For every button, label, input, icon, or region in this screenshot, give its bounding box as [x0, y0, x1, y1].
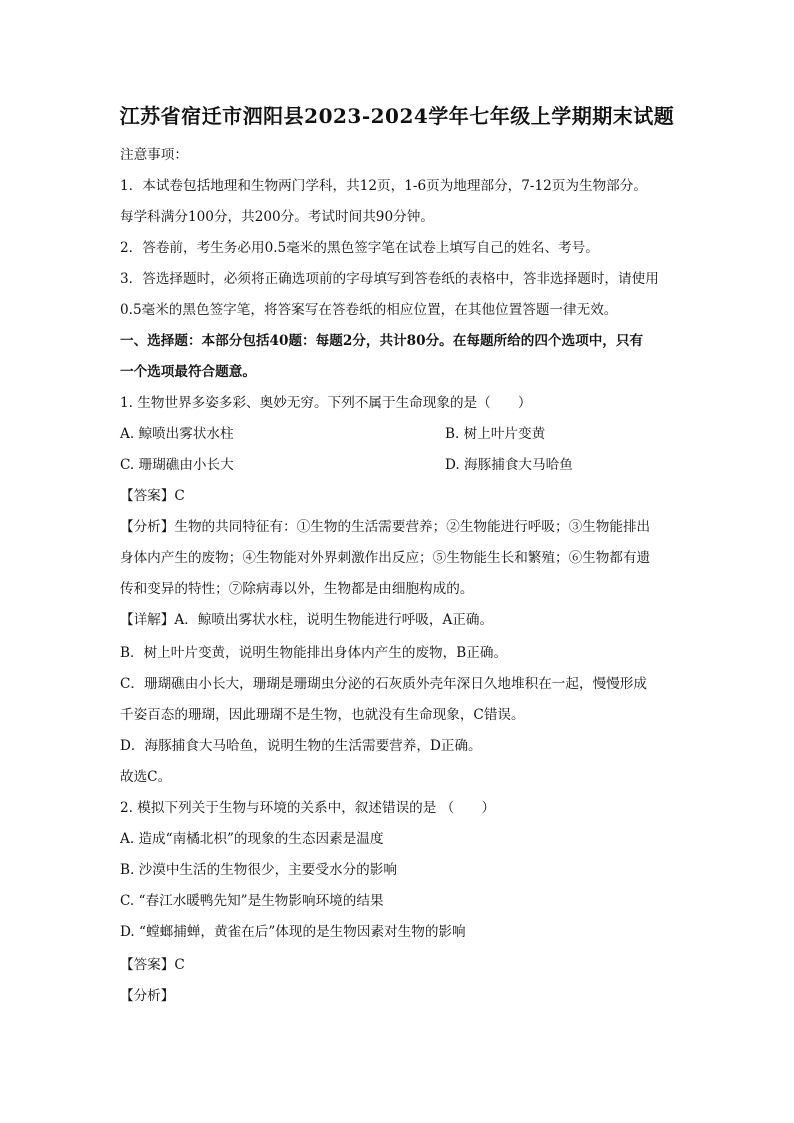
question-2-option-c: C. “春江水暖鸭先知”是生物影响环境的结果	[120, 893, 384, 909]
question-1-option-b: B. 树上叶片变黄	[445, 426, 546, 442]
question-2-answer: 【答案】C	[120, 957, 185, 973]
notice-item-3-line-2: 0.5毫米的黑色签字笔，将答案写在答卷纸的相应位置，在其他位置答题一律无效。	[120, 302, 618, 318]
notice-item-1-line-1: 1．本试卷包括地理和生物两门学科，共12页，1-6页为地理部分，7-12页为生物部分。	[120, 178, 647, 194]
question-1-detail-c-line-1: C．珊瑚礁由小长大，珊瑚是珊瑚虫分泌的石灰质外壳年深日久地堆积在一起，慢慢形成	[120, 676, 647, 692]
notice-item-2: 2．答卷前，考生务必用0.5毫米的黑色签字笔在试卷上填写自己的姓名、考号。	[120, 240, 599, 256]
question-2-option-b: B. 沙漠中生活的生物很少，主要受水分的影响	[120, 862, 397, 878]
question-2-analysis-heading: 【分析】	[120, 988, 175, 1004]
question-1-option-d: D. 海豚捕食大马哈鱼	[445, 457, 573, 473]
notice-item-1-line-2: 每学科满分100分，共200分。考试时间共90分钟。	[120, 209, 434, 225]
question-1-analysis-line-1: 【分析】生物的共同特征有：①生物的生活需要营养；②生物能进行呼吸；③生物能排出	[120, 519, 651, 535]
question-1-answer: 【答案】C	[120, 488, 185, 504]
notice-item-3-line-1: 3．答选择题时，必须将正确选项前的字母填写到答卷纸的表格中，答非选择题时，请使用	[120, 271, 659, 287]
question-2-option-a: A. 造成“南橘北枳”的现象的生态因素是温度	[120, 831, 384, 847]
question-1-stem: 1. 生物世界多姿多彩、奥妙无穷。下列不属于生命现象的是（ ）	[120, 395, 532, 411]
question-2-option-d: D. “螳螂捕蝉，黄雀在后”体现的是生物因素对生物的影响	[120, 924, 466, 940]
question-1-conclusion: 故选C。	[120, 769, 172, 785]
question-2-stem: 2. 模拟下列关于生物与环境的关系中，叙述错误的是 （ ）	[120, 800, 496, 816]
notice-heading: 注意事项：	[120, 147, 188, 163]
section-heading-line-2: 一个选项最符合题意。	[120, 364, 256, 380]
question-1-detail-d: D．海豚捕食大马哈鱼，说明生物的生活需要营养，D正确。	[120, 738, 482, 754]
section-heading-line-1: 一、选择题：本部分包括40题：每题2分，共计80分。在每题所给的四个选项中，只有	[120, 333, 644, 349]
question-1-option-a: A. 鲸喷出雾状水柱	[120, 426, 234, 442]
question-1-option-c: C. 珊瑚礁由小长大	[120, 457, 234, 473]
question-1-analysis-line-3: 传和变异的特性；⑦除病毒以外，生物都是由细胞构成的。	[120, 581, 474, 597]
page-title: 江苏省宿迁市泗阳县2023-2024学年七年级上学期期末试题	[119, 104, 675, 128]
question-1-detail-c-line-2: 千姿百态的珊瑚，因此珊瑚不是生物，也就没有生命现象，C错误。	[120, 707, 525, 723]
question-1-analysis-line-2: 身体内产生的废物；④生物能对外界刺激作出反应；⑤生物能生长和繁殖；⑥生物都有遗	[120, 550, 651, 566]
question-1-detail-a: 【详解】A．鲸喷出雾状水柱，说明生物能进行呼吸，A正确。	[120, 612, 494, 628]
question-1-detail-b: B．树上叶片变黄，说明生物能排出身体内产生的废物，B正确。	[120, 645, 508, 661]
